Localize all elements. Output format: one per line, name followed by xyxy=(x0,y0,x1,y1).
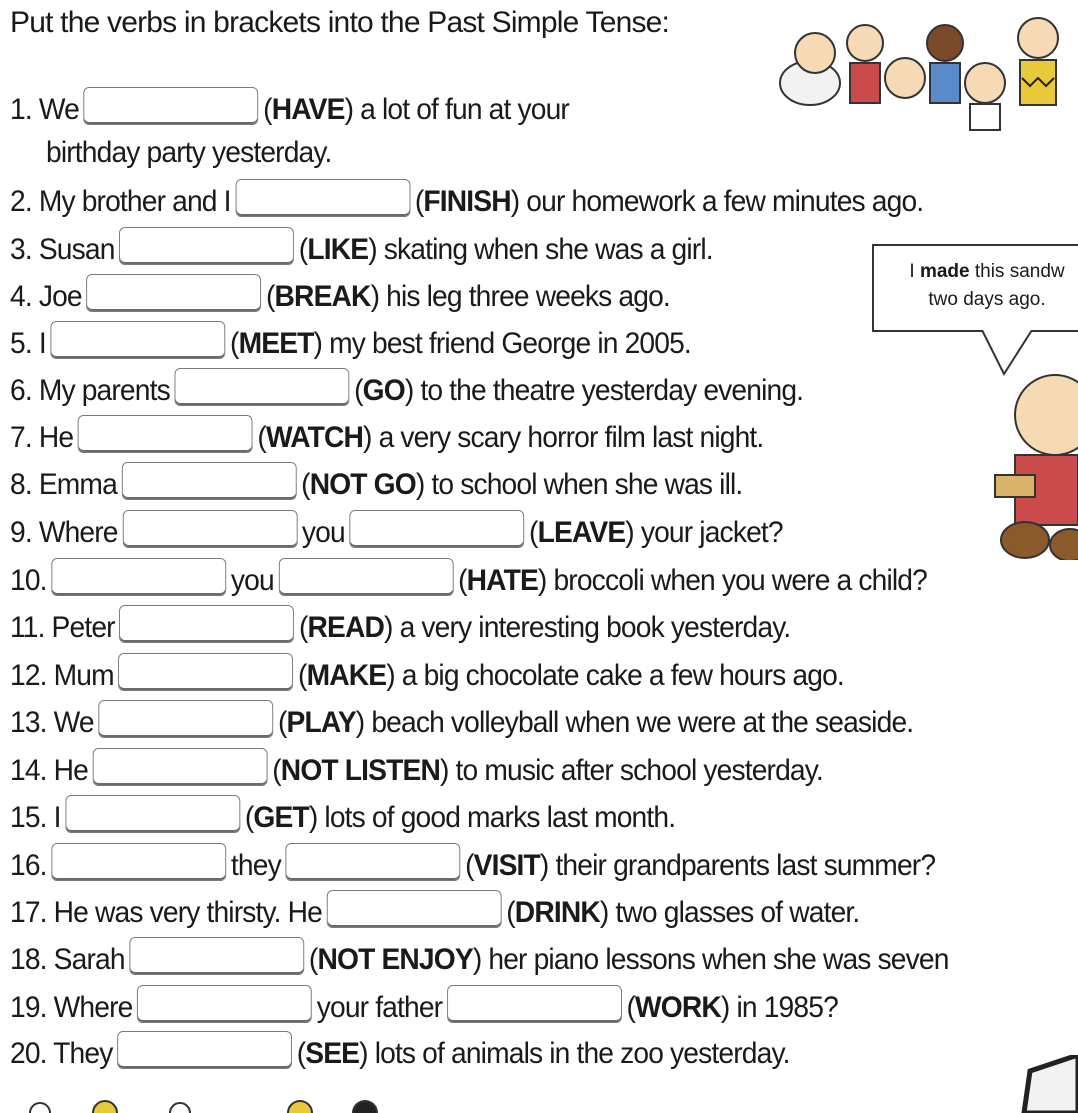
item-rest-text: a lot of fun at your xyxy=(353,93,569,126)
exercise-item-14 xyxy=(10,750,823,792)
answer-blank[interactable] xyxy=(65,795,240,833)
worksheet-instruction: Put the verbs in brackets into the Past Simple Tense: xyxy=(10,6,670,39)
answer-blank[interactable] xyxy=(78,415,253,453)
item-prompt: 5. I xyxy=(10,327,46,360)
item-prompt: 3. Susan xyxy=(10,233,115,266)
item-subject: you xyxy=(301,516,345,549)
verb-hint: (MEET) xyxy=(230,327,323,360)
verb-hint: (DRINK) xyxy=(506,896,609,929)
item-rest-text: her piano lessons when she was seven xyxy=(481,943,949,976)
item-rest-text: his leg three weeks ago. xyxy=(379,280,670,313)
item-prompt: 10. xyxy=(10,564,47,597)
item-subject: you xyxy=(230,564,274,597)
exercise-item-12 xyxy=(10,655,844,697)
verb-in-brackets: LIKE xyxy=(307,233,369,266)
answer-blank[interactable] xyxy=(51,321,226,359)
answer-blank-2[interactable] xyxy=(286,843,461,881)
item-prompt: 16. xyxy=(10,849,47,882)
verb-hint: (WORK) xyxy=(626,991,730,1024)
exercise-item-4 xyxy=(10,276,670,318)
verb-hint: (FINISH) xyxy=(414,185,520,218)
item-prompt: 8. Emma xyxy=(10,468,117,501)
verb-hint: (GET) xyxy=(244,801,318,834)
verb-in-brackets: WORK xyxy=(635,991,721,1024)
bottom-right-illustration xyxy=(1020,1055,1078,1113)
answer-blank[interactable] xyxy=(235,179,410,217)
verb-hint: (MAKE) xyxy=(298,659,395,692)
item-rest-text: to the theatre yesterday evening. xyxy=(413,374,804,407)
answer-blank-2[interactable] xyxy=(447,985,622,1023)
verb-hint: (LEAVE) xyxy=(529,516,634,549)
verb-hint: (NOT LISTEN) xyxy=(272,754,449,787)
item-prompt: 13. We xyxy=(10,706,94,739)
item-subject: they xyxy=(230,849,281,882)
answer-blank[interactable] xyxy=(175,368,350,406)
verb-in-brackets: BREAK xyxy=(274,280,371,313)
exercise-item-3 xyxy=(10,229,713,271)
item-rest-text: to music after school yesterday. xyxy=(448,754,823,787)
answer-blank[interactable] xyxy=(118,653,293,691)
item-prompt: 19. Where xyxy=(10,991,133,1024)
item-prompt: 14. He xyxy=(10,754,89,787)
boy-with-sandwich-illustration xyxy=(985,345,1078,560)
item-rest-text: beach volleyball when we were at the seaside. xyxy=(364,706,914,739)
item-rest-text: to school when she was ill. xyxy=(424,468,743,501)
item-rest-text: skating when she was a girl. xyxy=(376,233,713,266)
item-rest-text: broccoli when you were a child? xyxy=(546,564,927,597)
answer-blank[interactable] xyxy=(122,462,297,500)
answer-blank[interactable] xyxy=(122,510,297,548)
verb-hint: (VISIT) xyxy=(465,849,549,882)
verb-hint: (SEE) xyxy=(296,1037,368,1070)
answer-blank[interactable] xyxy=(129,937,304,975)
verb-in-brackets: SEE xyxy=(305,1037,360,1070)
item-1-continuation: birthday party yesterday. xyxy=(46,136,332,169)
item-prompt: 15. I xyxy=(10,801,61,834)
item-rest-text: their grandparents last summer? xyxy=(548,849,936,882)
verb-in-brackets: NOT GO xyxy=(309,468,416,501)
item-prompt: 2. My brother and I xyxy=(10,185,231,218)
verb-hint: (PLAY) xyxy=(278,706,365,739)
exercise-item-20 xyxy=(10,1033,790,1075)
verb-hint: (HAVE) xyxy=(263,93,354,126)
item-prompt: 1. We xyxy=(10,93,79,126)
verb-in-brackets: VISIT xyxy=(473,849,540,882)
exercise-item-13 xyxy=(10,702,913,744)
answer-blank[interactable] xyxy=(117,1031,292,1069)
item-subject: your father xyxy=(316,991,443,1024)
verb-hint: (HATE) xyxy=(458,564,547,597)
exercise-item-17 xyxy=(10,892,859,934)
exercise-item-19 xyxy=(10,987,838,1029)
verb-in-brackets: LEAVE xyxy=(537,516,626,549)
verb-in-brackets: GET xyxy=(253,801,309,834)
verb-in-brackets: MEET xyxy=(238,327,314,360)
answer-blank[interactable] xyxy=(93,748,268,786)
verb-in-brackets: NOT LISTEN xyxy=(280,754,440,787)
exercise-item-1 xyxy=(10,89,569,131)
exercise-item-10 xyxy=(10,560,927,602)
item-rest-text: lots of animals in the zoo yesterday. xyxy=(367,1037,790,1070)
exercise-item-18 xyxy=(10,939,949,981)
exercise-item-8 xyxy=(10,464,742,506)
item-rest-text: in 1985? xyxy=(729,991,838,1024)
speech-bubble: I made this sandw two days ago. xyxy=(872,244,1078,332)
verb-in-brackets: WATCH xyxy=(265,421,364,454)
item-prompt: 9. Where xyxy=(10,516,118,549)
verb-hint: (GO) xyxy=(354,374,414,407)
verb-in-brackets: HATE xyxy=(466,564,538,597)
verb-in-brackets: GO xyxy=(362,374,405,407)
item-rest-text: a very interesting book yesterday. xyxy=(392,611,791,644)
item-prompt: 6. My parents xyxy=(10,374,170,407)
answer-blank[interactable] xyxy=(51,558,226,596)
verb-in-brackets: NOT ENJOY xyxy=(317,943,473,976)
answer-blank[interactable] xyxy=(119,227,294,265)
item-rest-text: your jacket? xyxy=(633,516,783,549)
exercise-item-2 xyxy=(10,181,923,223)
item-prompt: 7. He xyxy=(10,421,74,454)
item-prompt: 17. He was very thirsty. He xyxy=(10,896,323,929)
verb-hint: (READ) xyxy=(298,611,393,644)
verb-hint: (WATCH) xyxy=(257,421,372,454)
answer-blank[interactable] xyxy=(137,985,312,1023)
exercise-item-7 xyxy=(10,417,763,459)
answer-blank[interactable] xyxy=(98,700,273,738)
answer-blank[interactable] xyxy=(51,843,226,881)
answer-blank[interactable] xyxy=(119,605,294,643)
answer-blank[interactable] xyxy=(86,274,261,312)
exercise-item-11 xyxy=(10,607,790,649)
verb-in-brackets: PLAY xyxy=(286,706,356,739)
item-prompt: 12. Mum xyxy=(10,659,114,692)
item-prompt: 11. Peter xyxy=(10,611,115,644)
verb-in-brackets: FINISH xyxy=(423,185,511,218)
exercise-item-16 xyxy=(10,845,935,887)
answer-blank[interactable] xyxy=(327,890,502,928)
verb-hint: (NOT ENJOY) xyxy=(308,943,482,976)
item-rest-text: two glasses of water. xyxy=(608,896,860,929)
verb-hint: (LIKE) xyxy=(298,233,377,266)
item-rest-text: my best friend George in 2005. xyxy=(322,327,691,360)
verb-in-brackets: DRINK xyxy=(514,896,600,929)
item-rest-text: a very scary horror film last night. xyxy=(371,421,764,454)
item-prompt: 4. Joe xyxy=(10,280,82,313)
verb-in-brackets: MAKE xyxy=(306,659,387,692)
item-rest-text: a big chocolate cake a few hours ago. xyxy=(394,659,844,692)
exercise-item-6 xyxy=(10,370,803,412)
verb-in-brackets: HAVE xyxy=(271,93,345,126)
bottom-cartoon-strip xyxy=(20,1098,380,1113)
item-prompt: 20. They xyxy=(10,1037,113,1070)
verb-hint: (BREAK) xyxy=(265,280,380,313)
answer-blank-2[interactable] xyxy=(350,510,525,548)
item-prompt: 18. Sarah xyxy=(10,943,125,976)
cartoon-characters-illustration xyxy=(770,8,1078,138)
answer-blank-2[interactable] xyxy=(279,558,454,596)
item-rest-text: our homework a few minutes ago. xyxy=(519,185,924,218)
verb-in-brackets: READ xyxy=(307,611,385,644)
item-rest-text: lots of good marks last month. xyxy=(317,801,676,834)
exercise-item-5 xyxy=(10,323,691,365)
verb-hint: (NOT GO) xyxy=(301,468,425,501)
exercise-item-9 xyxy=(10,512,783,554)
exercise-item-15 xyxy=(10,797,675,839)
answer-blank[interactable] xyxy=(84,87,259,125)
